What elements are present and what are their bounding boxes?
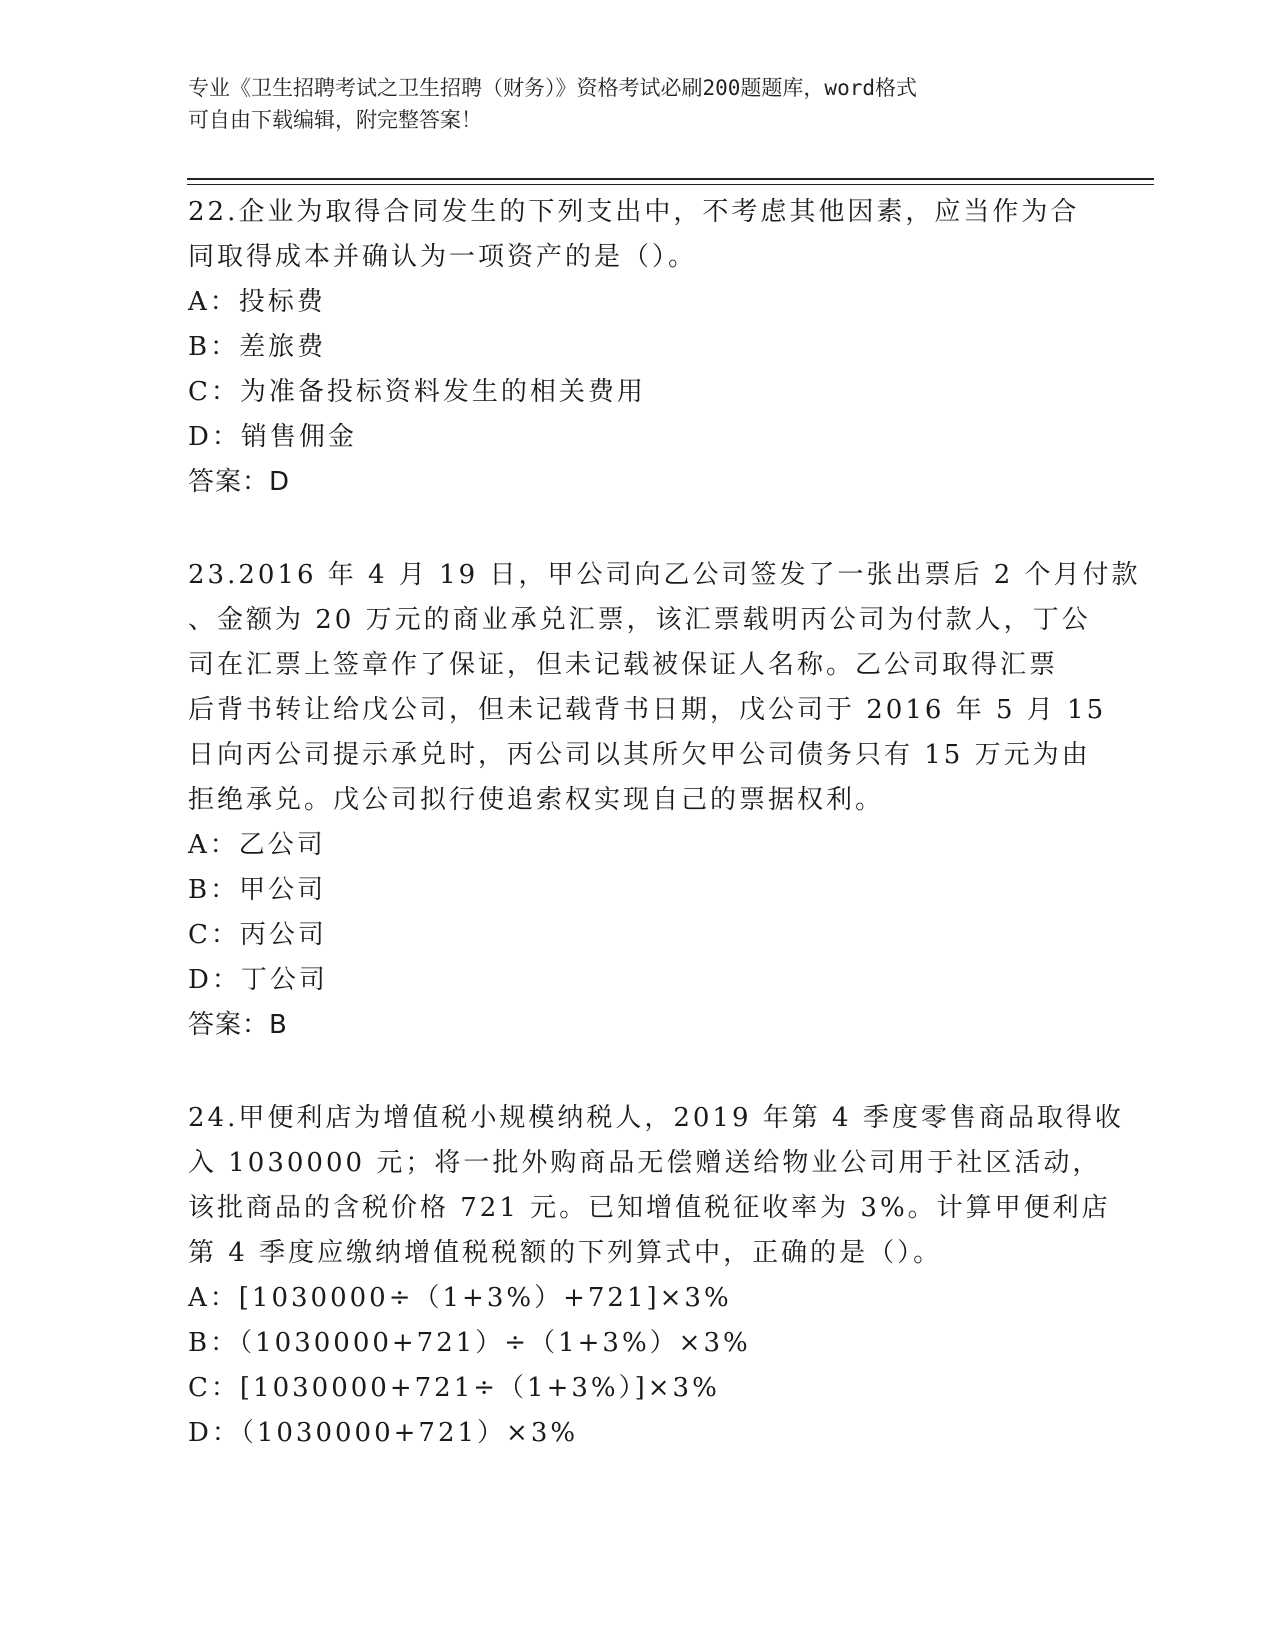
question-stem xyxy=(188,190,1088,280)
answer: 答案：D xyxy=(188,467,291,497)
option-d: D：销售佣金 xyxy=(188,422,357,452)
stem-line: 拒绝承兑。戊公司拟行使追索权实现自己的票据权利。 xyxy=(188,785,885,815)
stem-line: 日向丙公司提示承兑时，丙公司以其所欠甲公司债务只有 15 万元为由 xyxy=(188,740,1091,770)
question-22 xyxy=(188,190,1088,505)
stem-line: 入 1030000 元；将一批外购商品无偿赠送给物业公司用于社区活动， xyxy=(188,1148,1102,1178)
option-b: B：（1030000+721）÷（1+3%）×3% xyxy=(188,1328,751,1358)
header-line-1: 专业《卫生招聘考试之卫生招聘（财务）》资格考试必刷200题题库，word格式 xyxy=(188,76,917,100)
stem-line: 第 4 季度应缴纳增值税税额的下列算式中，正确的是（）。 xyxy=(188,1238,943,1268)
header-divider-thick xyxy=(187,178,1154,180)
stem-line: 该批商品的含税价格 721 元。已知增值税征收率为 3%。计算甲便利店 xyxy=(188,1193,1111,1223)
stem-line: 、金额为 20 万元的商业承兑汇票，该汇票载明丙公司为付款人，丁公 xyxy=(188,605,1091,635)
stem-line: 司在汇票上签章作了保证，但未记载被保证人名称。乙公司取得汇票 xyxy=(188,650,1059,680)
option-a: A：[1030000÷（1+3%）+721]×3% xyxy=(188,1283,732,1313)
stem-line: 23.2016 年 4 月 19 日，甲公司向乙公司签发了一张出票后 2 个月付款 xyxy=(188,560,1141,590)
stem-line: 24.甲便利店为增值税小规模纳税人，2019 年第 4 季度零售商品取得收 xyxy=(188,1103,1124,1133)
document-header xyxy=(188,72,1068,136)
question-23 xyxy=(188,553,1141,1048)
option-d: D：（1030000+721）×3% xyxy=(188,1418,579,1448)
option-b: B：甲公司 xyxy=(188,875,327,905)
question-stem xyxy=(188,1096,1124,1276)
question-list xyxy=(188,190,1141,1504)
stem-line: 22.企业为取得合同发生的下列支出中，不考虑其他因素，应当作为合 xyxy=(188,197,1080,227)
option-a: A：投标费 xyxy=(188,287,326,317)
option-b: B：差旅费 xyxy=(188,332,327,362)
question-24 xyxy=(188,1096,1124,1456)
question-stem xyxy=(188,553,1141,823)
header-line-2: 可自由下载编辑，附完整答案！ xyxy=(188,108,482,132)
answer: 答案：B xyxy=(188,1010,288,1040)
option-c: C：为准备投标资料发生的相关费用 xyxy=(188,377,646,407)
stem-line: 后背书转让给戊公司，但未记载背书日期，戊公司于 2016 年 5 月 15 xyxy=(188,695,1107,725)
option-c: C：丙公司 xyxy=(188,920,327,950)
stem-line: 同取得成本并确认为一项资产的是（）。 xyxy=(188,242,698,272)
option-a: A：乙公司 xyxy=(188,830,326,860)
option-d: D：丁公司 xyxy=(188,965,328,995)
header-divider-thin xyxy=(187,184,1154,185)
option-c: C：[1030000+721÷（1+3%）]×3% xyxy=(188,1373,720,1403)
